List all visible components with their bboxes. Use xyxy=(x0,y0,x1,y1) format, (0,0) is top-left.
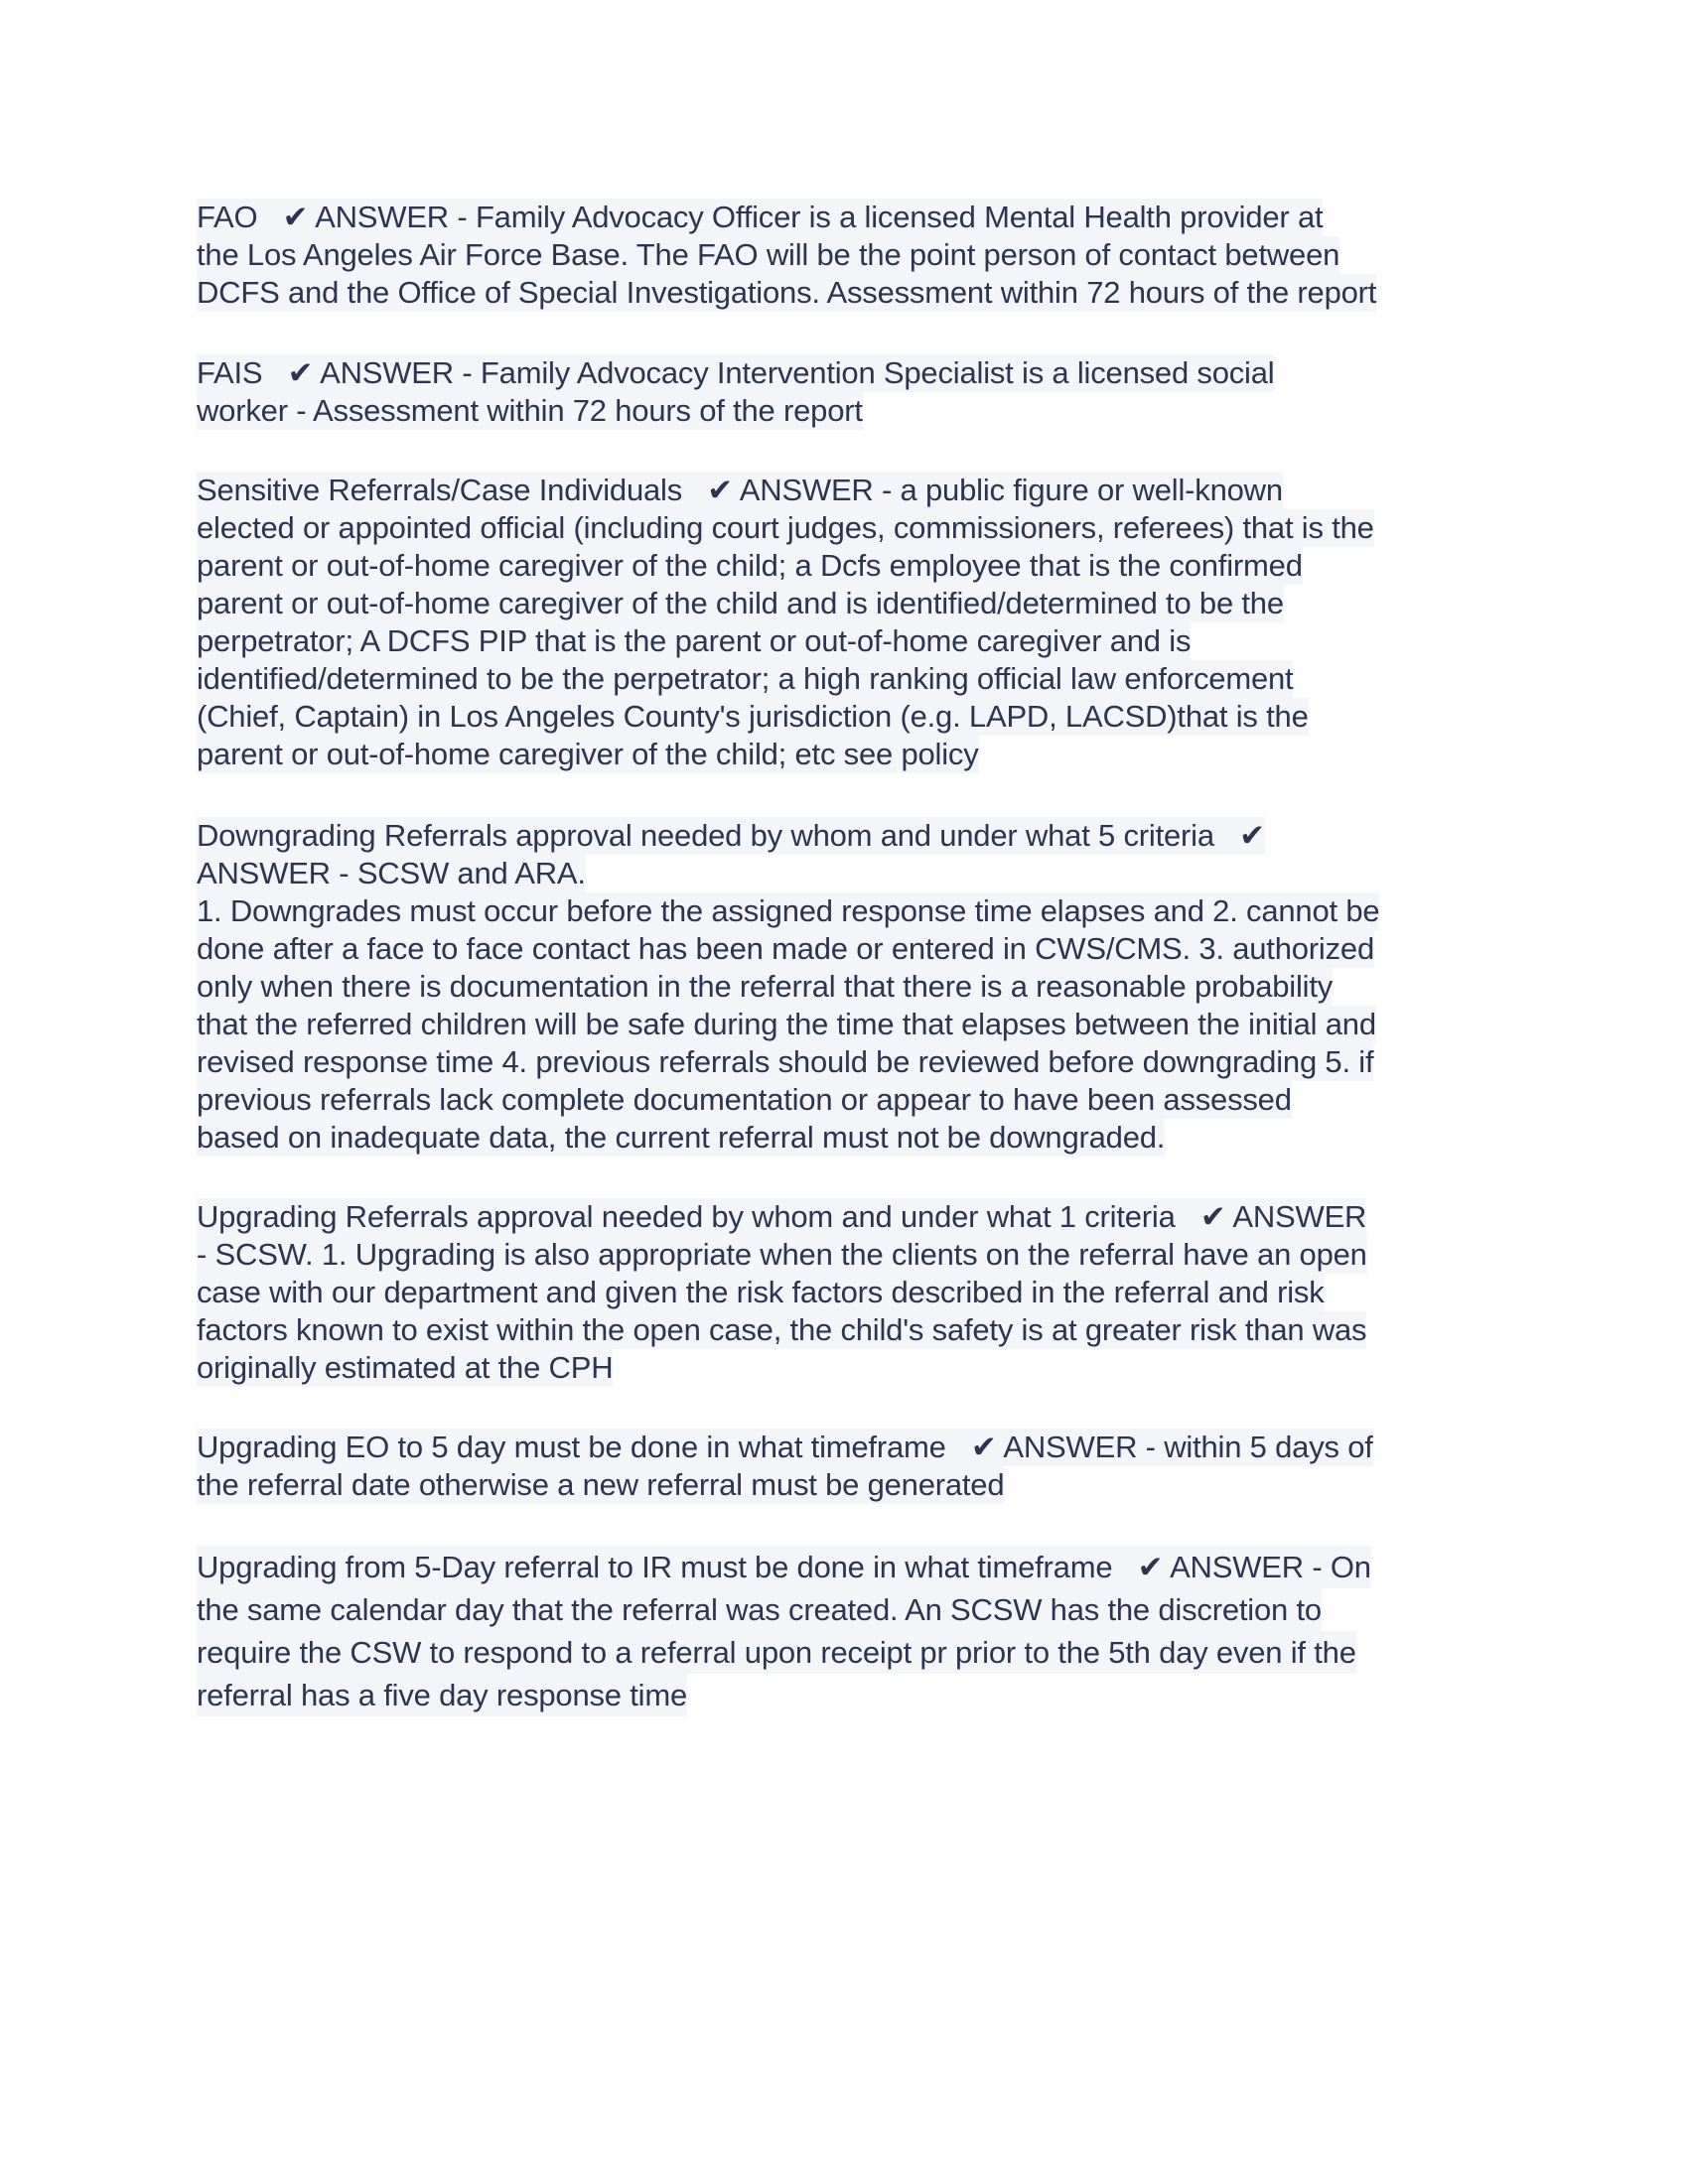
text-line: the referral date otherwise a new referral must be generated xyxy=(197,1467,1005,1502)
text-line: perpetrator; A DCFS PIP that is the parent or out-of-home caregiver and is xyxy=(197,623,1192,658)
text-line: FAO ✔ ANSWER - Family Advocacy Officer is a licensed Mental Health provider at xyxy=(197,200,1324,234)
text-line: FAIS ✔ ANSWER - Family Advocacy Intervention Specialist is a licensed social xyxy=(197,355,1275,390)
text-line: parent or out-of-home caregiver of the child; etc see policy xyxy=(197,737,979,771)
text-line: parent or out-of-home caregiver of the child and is identified/determined to be the xyxy=(197,586,1284,620)
text-line: require the CSW to respond to a referral upon receipt pr prior to the 5th day even if the xyxy=(197,1631,1356,1674)
flashcard-qa-block xyxy=(197,199,1376,312)
text-line: case with our department and given the risk factors described in the referral and risk xyxy=(197,1275,1325,1309)
text-line: identified/determined to be the perpetrator; a high ranking official law enforcement xyxy=(197,661,1294,696)
flashcard-qa-block xyxy=(197,472,1374,773)
flashcard-qa-block xyxy=(197,1546,1371,1716)
text-line: the Los Angeles Air Force Base. The FAO will be the point person of contact between xyxy=(197,237,1340,272)
text-line: the same calendar day that the referral was created. An SCSW has the discretion to xyxy=(197,1588,1322,1631)
flashcard-qa-block xyxy=(197,354,1274,430)
text-line: - SCSW. 1. Upgrading is also appropriate when the clients on the referral have an open xyxy=(197,1237,1367,1272)
text-line: done after a face to face contact has been made or entered in CWS/CMS. 3. authorized xyxy=(197,931,1374,966)
text-line: Downgrading Referrals approval needed by whom and under what 5 criteria ✔ xyxy=(197,818,1265,853)
text-line: elected or appointed official (including court judges, commissioners, referees) that is the xyxy=(197,510,1374,545)
flashcard-qa-block xyxy=(197,1198,1367,1387)
text-line: factors known to exist within the open case, the child's safety is at greater risk than was xyxy=(197,1312,1367,1347)
flashcard-qa-block xyxy=(197,1429,1373,1504)
text-line: ANSWER - SCSW and ARA. xyxy=(197,856,586,890)
text-line: Sensitive Referrals/Case Individuals ✔ ANSWER - a public figure or well-known xyxy=(197,473,1283,507)
text-line: (Chief, Captain) in Los Angeles County's jurisdiction (e.g. LAPD, LACSD)that is the xyxy=(197,699,1309,734)
text-line: based on inadequate data, the current referral must not be downgraded. xyxy=(197,1120,1166,1155)
text-line: 1. Downgrades must occur before the assigned response time elapses and 2. cannot be xyxy=(197,893,1380,928)
text-line: Upgrading EO to 5 day must be done in what timeframe ✔ ANSWER - within 5 days of xyxy=(197,1430,1373,1464)
text-line: parent or out-of-home caregiver of the child; a Dcfs employee that is the confirmed xyxy=(197,548,1303,583)
text-line: originally estimated at the CPH xyxy=(197,1350,614,1385)
text-line: revised response time 4. previous referrals should be reviewed before downgrading 5. if xyxy=(197,1044,1374,1079)
text-line: previous referrals lack complete documentation or appear to have been assessed xyxy=(197,1082,1292,1117)
text-line: referral has a five day response time xyxy=(197,1674,687,1716)
text-line: only when there is documentation in the referral that there is a reasonable probability xyxy=(197,969,1334,1004)
text-line: Upgrading from 5-Day referral to IR must be done in what timeframe ✔ ANSWER - On xyxy=(197,1546,1371,1588)
text-line: DCFS and the Office of Special Investigations. Assessment within 72 hours of the report xyxy=(197,275,1377,310)
text-line: worker - Assessment within 72 hours of the report xyxy=(197,393,863,428)
text-line: that the referred children will be safe during the time that elapses between the initial and xyxy=(197,1007,1376,1041)
flashcard-qa-block xyxy=(197,817,1379,1157)
text-line: Upgrading Referrals approval needed by whom and under what 1 criteria ✔ ANSWER xyxy=(197,1199,1367,1234)
